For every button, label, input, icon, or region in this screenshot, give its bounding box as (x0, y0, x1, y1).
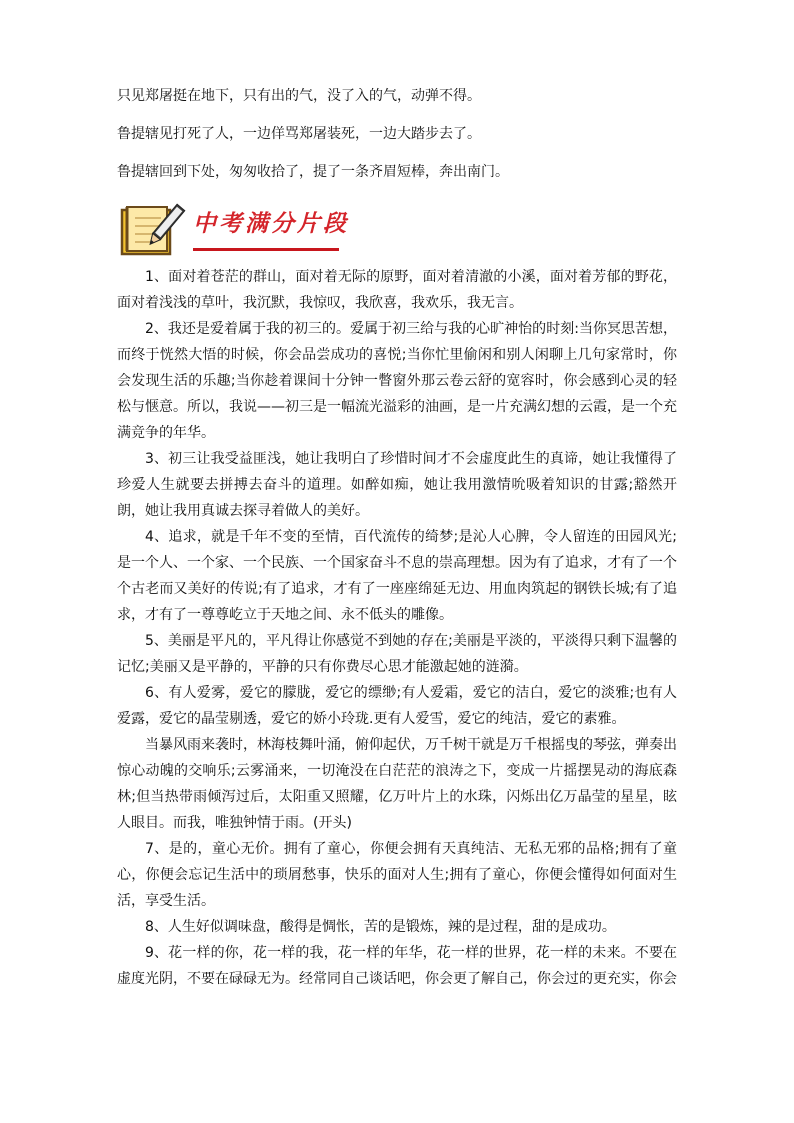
intro-line: 鲁提辖见打死了人，一边佯骂郑屠装死，一边大踏步去了。 (117, 126, 481, 142)
section-header (117, 196, 357, 260)
notebook-pencil-icon (119, 200, 189, 258)
intro-line: 只见郑屠挺在地下，只有出的气，没了入的气，动弹不得。 (117, 88, 481, 104)
intro-line: 鲁提辖回到下处，匆匆收拾了，提了一条齐眉短棒，奔出南门。 (117, 164, 509, 180)
paragraph: 3、初三让我受益匪浅，她让我明白了珍惜时间才不会虚度此生的真谛，她让我懂得了珍爱人生就要去拼搏去奋斗的道理。如醉如痴，她让我用激情吮吸着知识的甘露;豁然开朗，她让我用真诚去探寻着做人的美好。 (117, 451, 677, 519)
intro-text (117, 86, 697, 182)
paragraph: 2、我还是爱着属于我的初三的。爱属于初三给与我的心旷神怡的时刻:当你冥思苦想，而终于恍然大悟的时候，你会品尝成功的喜悦;当你忙里偷闲和别人闲聊上几句家常时，你会发现生活的乐趣;当你趁着课间十分钟一瞥窗外那云卷云舒的宽容时，你会感到心灵的轻松与惬意。所以，我说——初三是一幅流光溢彩的油画，是一片充满幻想的云霞，是一个充满竞争的年华。 (117, 321, 677, 441)
paragraph: 5、美丽是平凡的，平凡得让你感觉不到她的存在;美丽是平淡的，平淡得只剩下温馨的记忆;美丽又是平静的，平静的只有你费尽心思才能激起她的涟漪。 (117, 633, 677, 675)
title-underline (193, 248, 339, 251)
paragraph: 当暴风雨来袭时，林海枝舞叶涌，俯仰起伏，万千树干就是万千根摇曳的琴弦，弹奏出惊心动魄的交响乐;云雾涌来，一切淹没在白茫茫的浪涛之下，变成一片摇摆晃动的海底森林;但当热带雨倾泻过后，太阳重又照耀，亿万叶片上的水珠，闪烁出亿万晶莹的星星，眩人眼目。而我，唯独钟情于雨。(开头) (117, 737, 677, 831)
essay-paragraphs (117, 264, 677, 992)
paragraph: 8、人生好似调味盘，酸得是惆怅，苦的是锻炼，辣的是过程，甜的是成功。 (145, 919, 616, 935)
paragraph: 4、追求，就是千年不变的至情，百代流传的绮梦;是沁人心脾，令人留连的田园风光;是一个人、一个家、一个民族、一个国家奋斗不息的崇高理想。因为有了追求，才有了一个个古老而又美好的传说;有了追求，才有了一座座绵延无边、用血肉筑起的钢铁长城;有了追求，才有了一尊尊屹立于天地之间、永不低头的雕像。 (117, 529, 677, 623)
section-title: 中考满分片段 (193, 210, 349, 237)
paragraph: 7、是的，童心无价。拥有了童心，你便会拥有天真纯洁、无私无邪的品格;拥有了童心，你便会忘记生活中的琐屑愁事，快乐的面对人生;拥有了童心，你便会懂得如何面对生活，享受生活。 (117, 841, 677, 909)
paragraph: 1、面对着苍茫的群山，面对着无际的原野，面对着清澈的小溪，面对着芳郁的野花，面对着浅浅的草叶，我沉默，我惊叹，我欣喜，我欢乐，我无言。 (117, 269, 677, 311)
paragraph: 9、花一样的你，花一样的我，花一样的年华，花一样的世界，花一样的未来。不要在虚度光阴，不要在碌碌无为。经常同自己谈话吧，你会更了解自己，你会过的更充实，你会 (117, 945, 677, 987)
paragraph: 6、有人爱雾，爱它的朦胧，爱它的缥缈;有人爱霜，爱它的洁白，爱它的淡雅;也有人爱露，爱它的晶莹剔透，爱它的娇小玲珑.更有人爱雪，爱它的纯洁，爱它的素雅。 (117, 685, 677, 727)
